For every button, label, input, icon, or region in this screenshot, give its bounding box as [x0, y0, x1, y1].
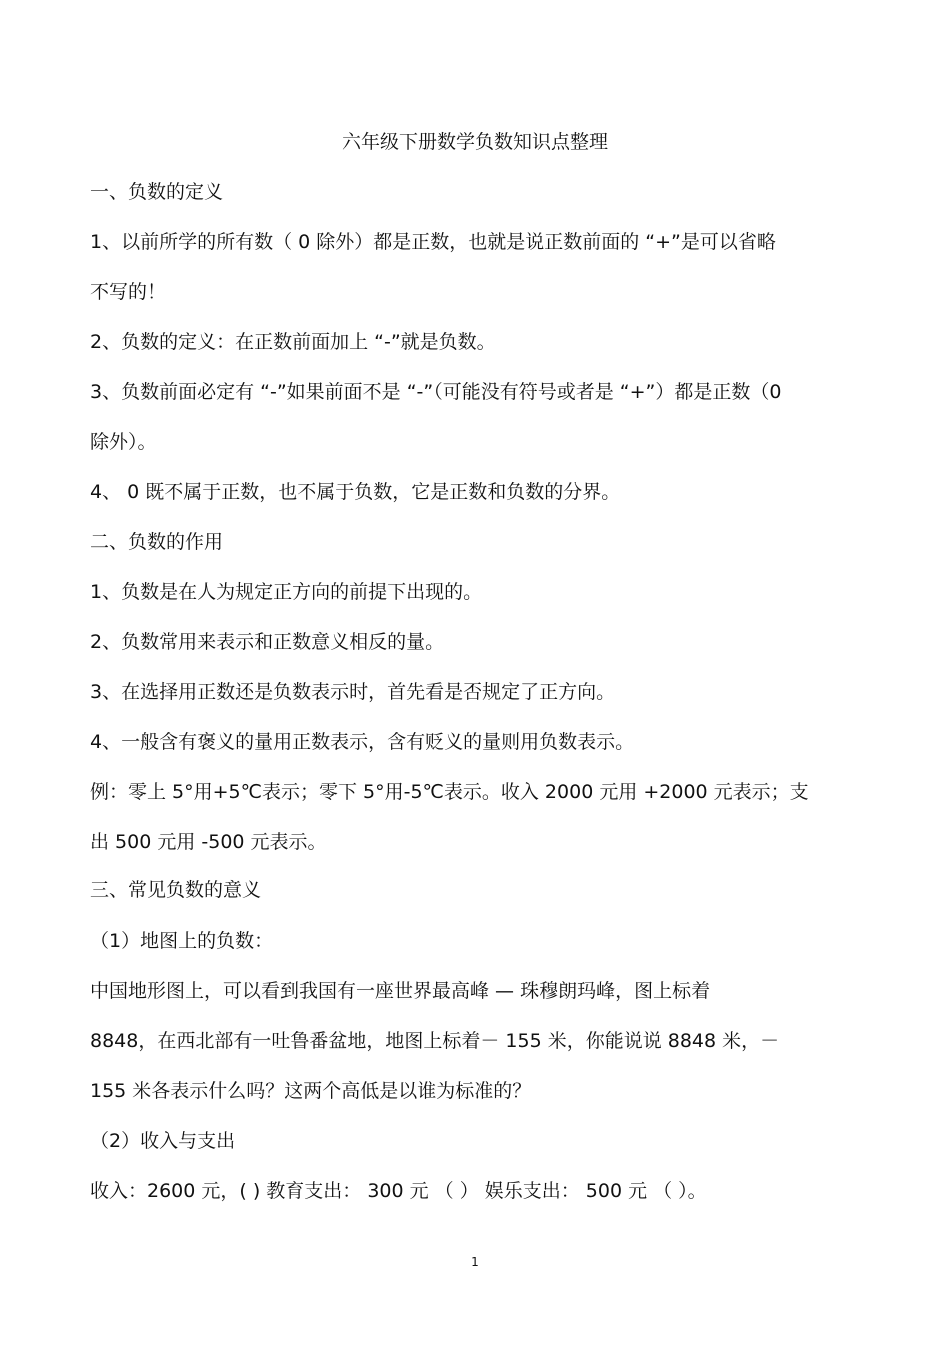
text-line: 不写的！: [90, 281, 167, 303]
text-line: 1、以前所学的所有数（ 0 除外）都是正数，也就是说正数前面的 “+”是可以省略: [90, 231, 776, 253]
section-heading-meaning: 三、常见负数的意义: [90, 879, 262, 901]
example-line: 出 500 元用 -500 元表示。: [90, 831, 327, 853]
page-number: 1: [471, 1255, 479, 1269]
page-title: 六年级下册数学负数知识点整理: [341, 131, 608, 153]
text-line: 1、负数是在人为规定正方向的前提下出现的。: [90, 581, 483, 603]
text-line: 4、 0 既不属于正数，也不属于负数，它是正数和负数的分界。: [90, 481, 621, 503]
text-line: 3、在选择用正数还是负数表示时，首先看是否规定了正方向。: [90, 681, 616, 703]
text-line: 除外）。: [90, 431, 157, 453]
text-line: 2、负数常用来表示和正数意义相反的量。: [90, 631, 445, 653]
text-line: 4、一般含有褒义的量用正数表示，含有贬义的量则用负数表示。: [90, 731, 635, 753]
example-line: 例：零上 5°用+5℃表示；零下 5°用-5℃表示。收入 2000 元用 +2000 元表示；支: [90, 781, 809, 803]
text-line: 2、负数的定义：在正数前面加上 “-”就是负数。: [90, 331, 496, 353]
section-heading-definition: 一、负数的定义: [90, 181, 224, 203]
text-line: 中国地形图上，可以看到我国有一座世界最高峰 — 珠穆朗玛峰，图上标着: [90, 980, 711, 1002]
text-line: 收入：2600 元，( ) 教育支出： 300 元 （ ） 娱乐支出： 500 元 （ ）。: [90, 1180, 707, 1202]
subsection-heading-income: （2）收入与支出: [90, 1130, 236, 1152]
subsection-heading-map: （1）地图上的负数：: [90, 930, 274, 952]
text-line: 8848，在西北部有一吐鲁番盆地，地图上标着－ 155 米，你能说说 8848 米，－: [90, 1030, 780, 1052]
text-line: 155 米各表示什么吗？这两个高低是以谁为标准的？: [90, 1080, 532, 1102]
section-heading-function: 二、负数的作用: [90, 531, 224, 553]
text-line: 3、负数前面必定有 “-”如果前面不是 “-”（可能没有符号或者是 “+”）都是正数（0: [90, 381, 782, 403]
